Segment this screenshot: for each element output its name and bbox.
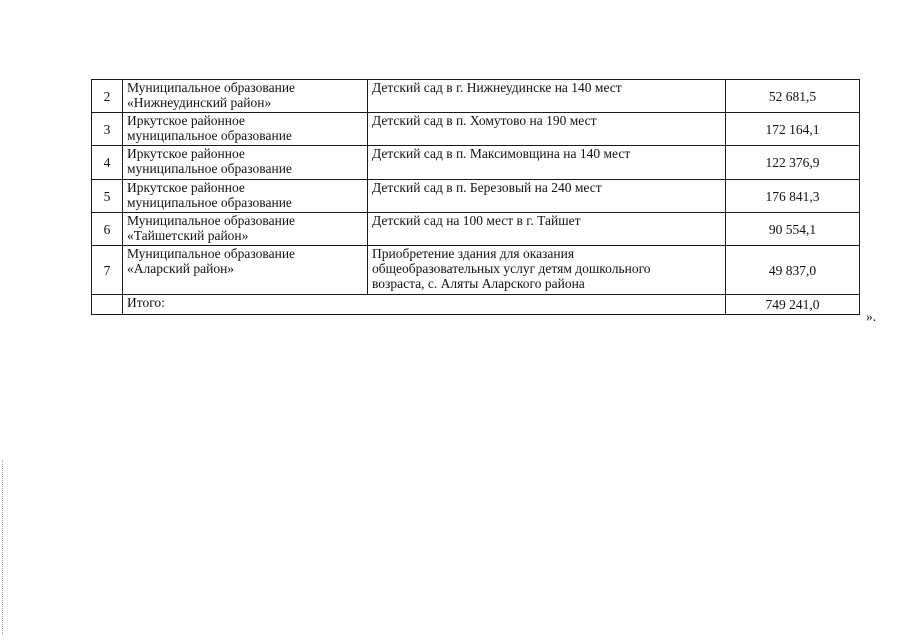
margin-dotted-line xyxy=(2,460,4,635)
municipality-cell: Муниципальное образование «Аларский район» xyxy=(123,246,368,295)
table-row xyxy=(92,246,860,295)
sum-cell: 52 681,5 xyxy=(726,80,860,113)
municipality-cell: Иркутское районное муниципальное образование xyxy=(123,180,368,213)
total-row xyxy=(92,295,860,315)
table-row xyxy=(92,180,860,213)
table-row xyxy=(92,146,860,180)
table-row xyxy=(92,213,860,246)
sum-cell: 49 837,0 xyxy=(726,246,860,295)
object-cell: Детский сад в п. Максимовщина на 140 мест xyxy=(368,146,726,180)
object-cell: Детский сад в г. Нижнеудинске на 140 мест xyxy=(368,80,726,113)
row-number: 6 xyxy=(92,213,123,246)
municipality-cell: Муниципальное образование «Тайшетский район» xyxy=(123,213,368,246)
row-number: 3 xyxy=(92,113,123,146)
municipality-cell: Иркутское районное муниципальное образование xyxy=(123,146,368,180)
closing-quote-mark: ». xyxy=(866,309,877,324)
sum-cell: 172 164,1 xyxy=(726,113,860,146)
total-sum: 749 241,0 xyxy=(726,295,860,315)
total-label: Итого: xyxy=(123,295,726,315)
municipality-cell: Муниципальное образование «Нижнеудинский район» xyxy=(123,80,368,113)
row-number: 4 xyxy=(92,146,123,180)
row-number: 2 xyxy=(92,80,123,113)
total-number-cell xyxy=(92,295,123,315)
funding-table xyxy=(91,79,860,315)
table-row xyxy=(92,80,860,113)
row-number: 7 xyxy=(92,246,123,295)
object-cell: Детский сад в п. Хомутово на 190 мест xyxy=(368,113,726,146)
municipality-cell: Иркутское районное муниципальное образование xyxy=(123,113,368,146)
sum-cell: 122 376,9 xyxy=(726,146,860,180)
sum-cell: 176 841,3 xyxy=(726,180,860,213)
object-cell: Детский сад на 100 мест в г. Тайшет xyxy=(368,213,726,246)
row-number: 5 xyxy=(92,180,123,213)
object-cell: Приобретение здания для оказания общеобразовательных услуг детям дошкольного возраста, с. Аляты Аларского района xyxy=(368,246,726,295)
sum-cell: 90 554,1 xyxy=(726,213,860,246)
table-row xyxy=(92,113,860,146)
object-cell: Детский сад в п. Березовый на 240 мест xyxy=(368,180,726,213)
